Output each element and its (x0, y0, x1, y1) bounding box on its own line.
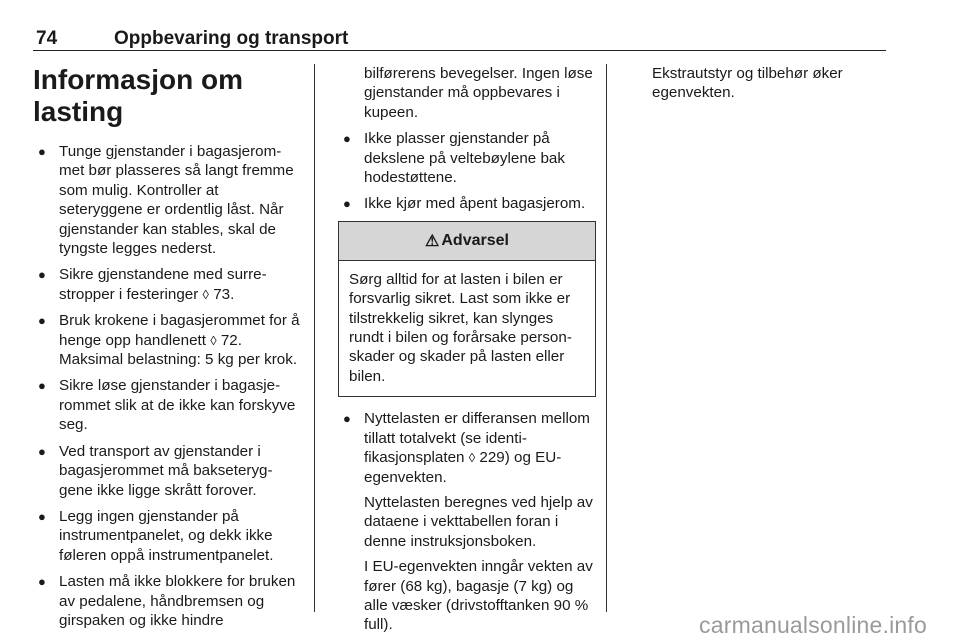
page-reference-icon: ◊ (202, 286, 209, 302)
page-reference-icon: ◊ (468, 450, 476, 466)
watermark: carmanualsonline.info (699, 612, 927, 638)
page-reference[interactable]: 72. (220, 331, 242, 349)
warning-title: Advarsel (441, 231, 509, 249)
bullet-icon: ● (38, 144, 46, 159)
loading-tips-list (33, 142, 301, 630)
payload-paragraph: I EU-egenvekten inngår vekten av fører (68 kg), bagasje (7 kg) og alle væsker (drivstofftanken 90 % full). (364, 558, 593, 634)
bullet-icon: ● (38, 313, 46, 329)
page-header (33, 26, 886, 51)
loading-tips-list-continued (338, 129, 596, 214)
bullet-icon: ● (38, 267, 46, 283)
list-item: ● Ved transport av gjenstander i bagasjerommet må bakseteryggene ikke ligge skrått forover. (38, 442, 273, 499)
bullet-icon: ● (343, 411, 351, 427)
bullet-icon: ● (38, 574, 46, 590)
bullet-icon: ● (343, 196, 351, 212)
column-divider (314, 64, 315, 612)
list-item: ● Sikre løse gjenstander i bagasjerommet slik at de ikke kan forskyve seg. (38, 377, 296, 434)
warning-header (339, 222, 595, 261)
section-title: Informasjon om lasting (33, 64, 244, 127)
list-item: ● Ikke kjør med åpent bagasjerom. (343, 195, 586, 213)
list-item: ● Nyttelasten er differansen mellom tillatt totalvekt (se identifikasjonsplaten ◊ 229) og EU-egenvekten. Nyttelasten beregnes ved hjelp av dataene i vekttabellen foran i denne instruksjonsboken. I EU-egenvekten inngår vekten av fører (68 kg), bagasje (7 kg) og alle væsker (drivstofftanken 90 % full). (338, 409, 596, 634)
warning-body: Sørg alltid for at lasten i bilen er forsvarlig sikret. Last som ikke er tilstrekkelig sikret, kan slynges rundt i bilen og forårsake personskader og skader på lasten eller bilen. (349, 270, 572, 385)
bullet-icon: ● (38, 508, 46, 524)
list-item: ● Bruk krokene i bagasjerommet for å henge opp handlenett ◊ 72. Maksimal belastning: 5 kg per krok. (38, 312, 300, 369)
bullet-icon: ● (38, 378, 46, 394)
list-item: ● Sikre gjenstandene med surrestropper i festeringer ◊ 73. (38, 266, 267, 303)
warning-icon: ⚠ (425, 232, 440, 250)
list-item: ● Lasten må ikke blokkere for bruken av pedalene, håndbremsen og girspaken og ikke hindre (38, 573, 296, 629)
page-reference[interactable]: 73. (213, 285, 235, 303)
warning-box (338, 221, 596, 397)
bullet-icon: ● (38, 443, 46, 459)
column-1 (33, 64, 301, 637)
list-item: ● Legg ingen gjenstander på instrumentpanelet, og dekk ikke føleren oppå instrumentpanelet. (38, 507, 274, 564)
page-reference-icon: ◊ (210, 332, 217, 348)
page-reference[interactable]: 229) (479, 449, 510, 467)
column-divider (606, 64, 607, 612)
list-item: ● Tunge gjenstander i bagasjerommet bør plasseres så langt fremme som mulig. Kontroller at seteryggene er ordentlig låst. Når gjenstander kan stables, skal de tyngste legges nederst. (38, 143, 294, 258)
payload-list (338, 409, 596, 634)
column-2 (338, 64, 596, 642)
payload-paragraph: Nyttelasten beregnes ved hjelp av dataene i vekttabellen foran i denne instruksjonsboken. (364, 493, 593, 550)
running-title: Oppbevaring og transport (114, 28, 349, 49)
page-number: 74 (36, 28, 58, 49)
bullet-icon: ● (343, 131, 351, 147)
curb-weight-note: Ekstrautstyr og tilbehør øker egenvekten. (652, 65, 843, 102)
continued-text: bilførerens bevegelser. Ingen løse gjenstander må oppbevares i kupeen. (364, 65, 593, 121)
list-item: ● Ikke plasser gjenstander på dekslene på veltebøylene bak hodestøttene. (343, 130, 565, 187)
column-3 (630, 64, 890, 103)
